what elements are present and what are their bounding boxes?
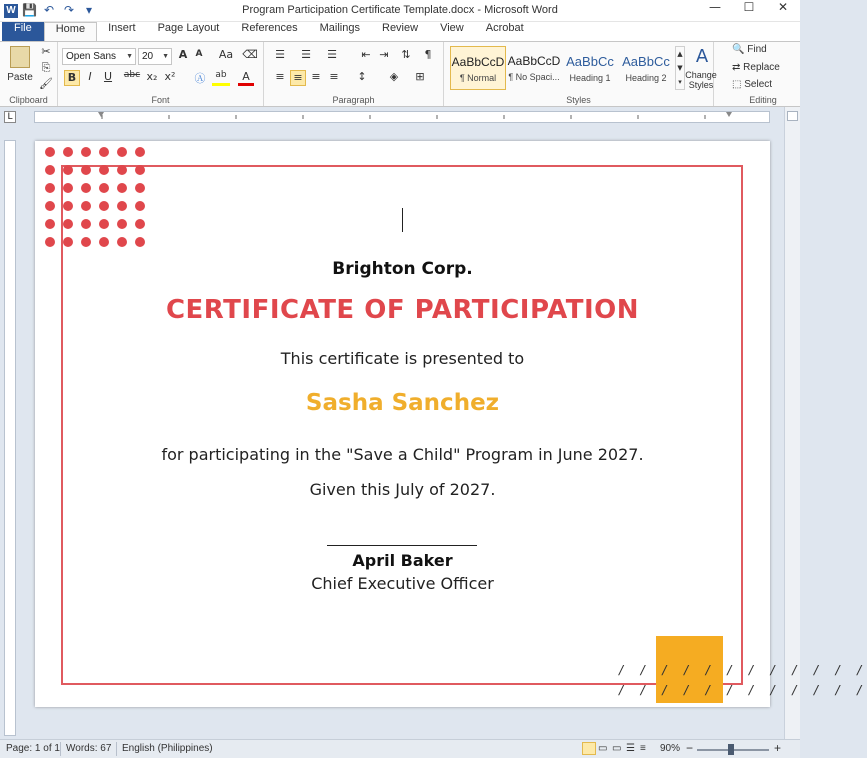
font-color-button[interactable]: A (238, 70, 254, 86)
style-no-spacing[interactable] (506, 46, 562, 90)
style-normal[interactable] (450, 46, 506, 90)
decorative-dot (135, 165, 145, 175)
bold-button[interactable]: B (64, 70, 80, 86)
line-spacing-icon[interactable]: ↕ (357, 70, 367, 83)
decorative-dot (117, 201, 127, 211)
decorative-dot (99, 147, 109, 157)
text-cursor (402, 208, 403, 232)
language-indicator[interactable]: English (Philippines) (122, 743, 213, 754)
decorative-dot (81, 201, 91, 211)
decorative-dots (45, 147, 153, 255)
styles-scroll-icon[interactable]: ▲ ▼ ▾ (675, 46, 685, 90)
decorative-dot (135, 201, 145, 211)
decorative-dot (45, 219, 55, 229)
decorative-dot (63, 219, 73, 229)
draft-icon[interactable]: ≡ (640, 743, 646, 754)
tab-acrobat[interactable]: Acrobat (485, 22, 524, 34)
zoom-in-button[interactable]: + (774, 741, 782, 755)
decorative-dot (63, 183, 73, 193)
tab-mailings[interactable]: Mailings (319, 22, 360, 34)
tab-insert[interactable]: Insert (108, 22, 136, 34)
decorative-dot (81, 219, 91, 229)
decrease-indent-icon[interactable]: ⇤ (361, 48, 371, 61)
align-right-icon[interactable]: ≡ (311, 70, 321, 83)
customize-qat-icon[interactable]: ▾ (85, 3, 93, 17)
tab-view[interactable]: View (440, 22, 464, 34)
chevron-down-icon: ▼ (162, 53, 169, 60)
decorative-dot (99, 165, 109, 175)
font-size-select[interactable] (138, 48, 172, 65)
style-heading-1[interactable] (562, 46, 618, 90)
select-icon: ⬚ (732, 79, 742, 90)
font-family-value: Open Sans (66, 51, 117, 62)
page-count[interactable]: Page: 1 of 1 (6, 743, 60, 754)
indent-marker-icon (98, 112, 104, 117)
editing-group (726, 42, 800, 106)
style-name: Heading 2 (625, 73, 667, 83)
decorative-dot (45, 237, 55, 247)
style-name: ¶ No Spaci... (508, 72, 560, 82)
clear-formatting-icon[interactable]: ⌫ (242, 48, 258, 61)
document-page[interactable] (35, 141, 867, 707)
multilevel-list-icon[interactable]: ☰ (327, 48, 337, 61)
paste-icon[interactable] (10, 46, 30, 68)
font-size-value: 20 (142, 51, 154, 62)
redo-icon[interactable]: ↷ (63, 3, 75, 17)
shrink-font-icon[interactable]: A (195, 49, 203, 59)
decorative-dot (63, 237, 73, 247)
ruler-ticks (35, 112, 769, 122)
replace-label: Replace (743, 62, 780, 73)
ribbon-tabs (0, 22, 800, 41)
find-icon: 🔍 (732, 44, 745, 55)
paragraph-label: Paragraph (332, 95, 375, 105)
zoom-slider-thumb[interactable] (728, 744, 734, 755)
decorative-dot (135, 237, 145, 247)
decorative-dot (45, 147, 55, 157)
decorative-dot (81, 147, 91, 157)
find-button[interactable] (732, 44, 767, 55)
certificate-border (61, 165, 743, 685)
decorative-dot (99, 237, 109, 247)
font-label: Font (151, 95, 170, 105)
strikethrough-button[interactable]: abc (123, 70, 141, 80)
close-button[interactable]: ✕ (777, 0, 789, 14)
decorative-dot (63, 201, 73, 211)
style-name: ¶ Normal (459, 73, 497, 83)
window-controls (698, 0, 800, 22)
vertical-ruler[interactable] (4, 140, 16, 736)
decorative-dot (117, 219, 127, 229)
decorative-dot (81, 165, 91, 175)
borders-icon[interactable]: ⊞ (415, 70, 425, 83)
given-date[interactable]: Given this July of 2027. (309, 480, 496, 499)
shading-icon[interactable]: ◈ (389, 70, 399, 83)
underline-button[interactable]: U (103, 70, 113, 83)
paste-button[interactable]: Paste (7, 72, 33, 83)
style-sample: AaBbCcD (451, 55, 505, 69)
decorative-dot (45, 165, 55, 175)
increase-indent-icon[interactable]: ⇥ (379, 48, 389, 61)
tab-review[interactable]: Review (382, 22, 419, 34)
cut-icon[interactable]: ✂ (41, 45, 51, 58)
font-family-select[interactable] (62, 48, 136, 65)
italic-button[interactable]: I (88, 70, 92, 83)
paragraph-group (264, 42, 444, 106)
change-styles-icon[interactable]: A (695, 46, 709, 67)
company-name[interactable]: Brighton Corp. (332, 259, 473, 279)
vertical-scrollbar[interactable] (784, 107, 800, 739)
decorative-dot (45, 201, 55, 211)
status-bar (0, 739, 800, 758)
select-label: Select (744, 79, 773, 90)
web-layout-icon[interactable]: ▭ (612, 743, 622, 754)
align-center-icon[interactable]: ≡ (290, 70, 306, 86)
decorative-dot (117, 237, 127, 247)
full-screen-reading-icon[interactable]: ▭ (598, 743, 608, 754)
show-formatting-marks-icon[interactable]: ¶ (424, 48, 432, 61)
zoom-level[interactable]: 90% (660, 743, 681, 754)
recipient-name[interactable]: Sasha Sanchez (305, 390, 500, 416)
decorative-dot (81, 237, 91, 247)
maximize-button[interactable]: ☐ (743, 0, 755, 14)
save-icon[interactable]: 💾 (22, 3, 37, 17)
participation-reason[interactable]: for participating in the "Save a Child" Program in June 2027. (161, 445, 644, 464)
tab-references[interactable]: References (241, 22, 298, 34)
outline-icon[interactable]: ☰ (626, 743, 635, 754)
right-indent-marker-icon (726, 112, 732, 117)
style-name: Heading 1 (569, 73, 611, 83)
subscript-button[interactable]: x₂ (146, 70, 158, 83)
undo-icon[interactable]: ↶ (43, 3, 55, 17)
status-divider (116, 742, 117, 756)
ruler-toggle-icon[interactable] (787, 111, 798, 121)
clipboard-group (0, 42, 58, 106)
select-button[interactable] (732, 79, 772, 90)
bullets-icon[interactable]: ☰ (275, 48, 285, 61)
certificate-title[interactable]: CERTIFICATE OF PARTICIPATION (165, 295, 640, 325)
horizontal-ruler[interactable] (34, 111, 770, 123)
decorative-dot (63, 165, 73, 175)
tab-home[interactable]: Home (44, 22, 97, 41)
justify-icon[interactable]: ≡ (329, 70, 339, 83)
decorative-slashes: / / / / / / / / / / / / (618, 663, 867, 677)
decorative-dot (99, 201, 109, 211)
decorative-dot (117, 165, 127, 175)
minimize-button[interactable]: — (709, 0, 721, 14)
style-sample: AaBbCcD (507, 54, 561, 68)
clipboard-label: Clipboard (9, 95, 48, 105)
tab-file[interactable]: File (2, 22, 44, 41)
change-styles-button[interactable]: Change Styles (685, 70, 717, 90)
decorative-dot (63, 147, 73, 157)
zoom-out-button[interactable]: − (686, 741, 694, 755)
sort-icon[interactable]: ⇅ (401, 48, 411, 61)
decorative-dot (135, 147, 145, 157)
replace-icon: ⇄ (732, 62, 741, 73)
decorative-dot (117, 183, 127, 193)
style-sample: AaBbCc (622, 54, 670, 69)
change-case-icon[interactable]: Aa (218, 48, 234, 61)
signature-line (327, 545, 477, 546)
signer-name[interactable]: April Baker (352, 551, 453, 570)
ruler-row (0, 107, 800, 127)
ribbon (0, 41, 800, 107)
signer-title[interactable]: Chief Executive Officer (311, 574, 494, 593)
window-title: Program Participation Certificate Template.docx - Microsoft Word (242, 4, 558, 16)
grow-font-icon[interactable]: A (178, 48, 188, 61)
highlight-color-button[interactable]: ab (212, 70, 230, 86)
numbering-icon[interactable]: ☰ (301, 48, 311, 61)
tab-page-layout[interactable]: Page Layout (157, 22, 220, 34)
style-sample: AaBbCc (566, 54, 614, 69)
replace-button[interactable] (732, 62, 780, 73)
style-heading-2[interactable] (618, 46, 674, 90)
superscript-button[interactable]: x² (164, 70, 176, 83)
tab-selector-icon[interactable]: L (4, 111, 16, 123)
copy-icon[interactable]: ⎘ (41, 61, 51, 74)
title-bar (0, 0, 800, 22)
format-painter-icon[interactable]: 🖌 (39, 77, 53, 90)
font-group (58, 42, 264, 106)
print-layout-icon[interactable] (582, 742, 596, 755)
text-effects-icon[interactable]: Ⓐ (194, 72, 206, 85)
decorative-dot (117, 147, 127, 157)
styles-group (444, 42, 717, 106)
decorative-dot (81, 183, 91, 193)
decorative-dot (135, 183, 145, 193)
decorative-slashes: / / / / / / / / / / / / (618, 683, 867, 697)
status-divider (60, 742, 61, 756)
editing-label: Editing (749, 95, 777, 105)
chevron-down-icon: ▼ (126, 53, 133, 60)
decorative-dot (99, 183, 109, 193)
align-left-icon[interactable]: ≡ (275, 70, 285, 83)
decorative-dot (45, 183, 55, 193)
styles-label: Styles (566, 95, 591, 105)
word-app-icon[interactable]: W (4, 4, 18, 18)
decorative-dot (99, 219, 109, 229)
find-label: Find (747, 44, 767, 55)
presented-to-text[interactable]: This certificate is presented to (280, 349, 525, 368)
decorative-dot (135, 219, 145, 229)
word-count[interactable]: Words: 67 (66, 743, 112, 754)
